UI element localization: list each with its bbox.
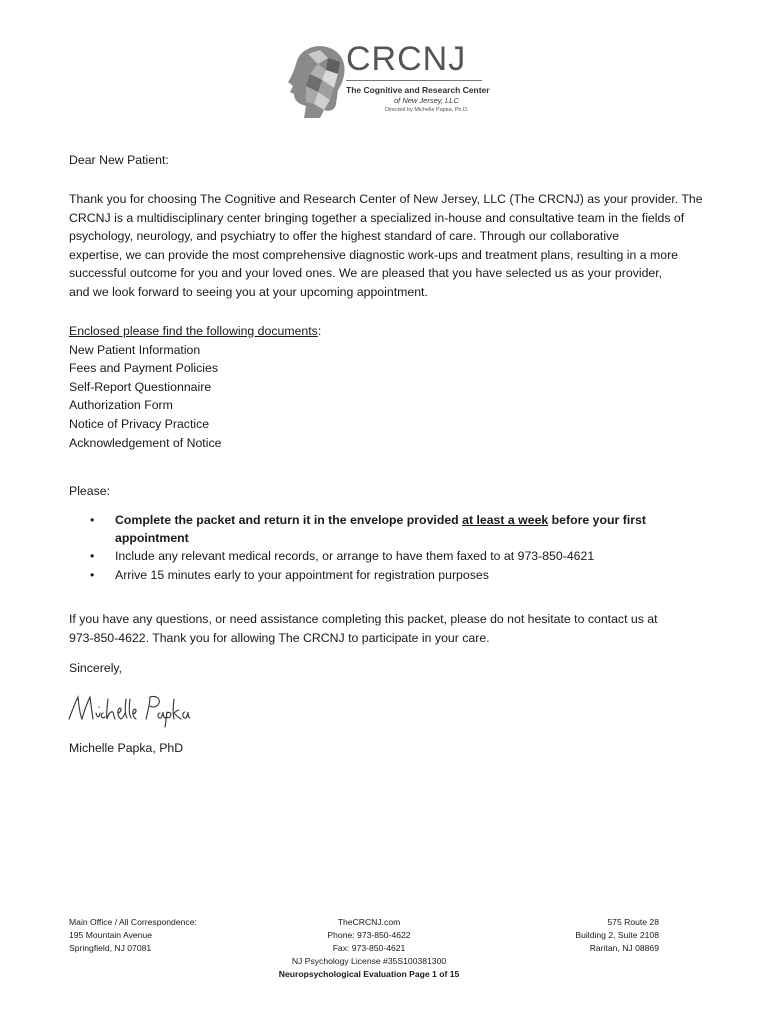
footer-line: 195 Mountain Avenue (69, 930, 152, 940)
logo-divider (346, 80, 482, 81)
logo-subtitle: The Cognitive and Research Center (346, 85, 490, 95)
document-item: Self-Report Questionnaire (69, 379, 212, 394)
intro-line: expertise, we can provide the most comprehensive diagnostic work-ups and treatment plans, resulting in a more (69, 247, 679, 262)
logo-directed-by: Directed by Michelle Papka, Ph.D. (385, 107, 469, 113)
instruction-emphasis: at least a week (462, 513, 549, 527)
bullet-icon: • (90, 567, 95, 582)
enclosed-heading-colon: : (317, 324, 322, 338)
document-item: New Patient Information (69, 342, 201, 357)
enclosed-heading-text: Enclosed please find the following documents (69, 324, 318, 338)
footer-line: Springfield, NJ 07081 (69, 943, 152, 953)
bullet-icon: • (90, 513, 95, 527)
logo-wordmark: CRCNJ (346, 40, 467, 78)
footer-license: NJ Psychology License #35S100381300 (291, 956, 447, 966)
footer-contact (244, 916, 494, 981)
footer-website: TheCRCNJ.com (337, 917, 401, 927)
document-item: Acknowledgement of Notice (69, 435, 222, 450)
footer-line: Main Office / All Correspondence: (69, 917, 197, 927)
salutation: Dear New Patient: (69, 153, 169, 167)
footer-line: 575 Route 28 (607, 917, 659, 927)
intro-line: psychology, neurology, and psychiatry to offer the highest standard of care. Through our collaborative (69, 229, 620, 244)
crcnj-logo (284, 40, 494, 122)
footer-line: Building 2, Suite 2108 (575, 930, 659, 940)
head-silhouette-icon (284, 44, 346, 120)
document-item: Notice of Privacy Practice (69, 416, 210, 431)
footer-line: Raritan, NJ 08869 (589, 943, 659, 953)
closing-paragraph (69, 610, 709, 647)
signer-name: Michelle Papka, PhD (69, 741, 184, 755)
instruction-text: Arrive 15 minutes early to your appointment for registration purposes (115, 567, 489, 582)
intro-paragraph (69, 190, 709, 302)
document-item: Fees and Payment Policies (69, 361, 219, 376)
instruction-text: Include any relevant medical records, or arrange to have them faxed to at 973-850-4621 (115, 549, 595, 564)
enclosed-heading (69, 322, 709, 341)
please-label: Please: (69, 484, 111, 498)
footer-second-office (575, 916, 659, 955)
intro-line: CRCNJ is a multidisciplinary center bringing together a specialized in-house and consultative team in the fields of (69, 210, 685, 225)
footer-fax: Fax: 973-850-4621 (332, 943, 406, 953)
sincerely: Sincerely, (69, 661, 123, 675)
closing-line: 973-850-4622. Thank you for allowing The CRCNJ to participate in your care. (69, 630, 490, 645)
instruction-text: Complete the packet and return it in the envelope provided at least a week before your first appointment (115, 513, 646, 546)
bullet-icon: • (90, 549, 95, 564)
instruction-item (90, 547, 670, 565)
closing-line: If you have any questions, or need assistance completing this packet, please do not hesitate to contact us at (69, 612, 658, 626)
footer-main-office (69, 916, 197, 955)
intro-line: and we look forward to seeing you at your upcoming appointment. (69, 284, 428, 299)
page-number: Neuropsychological Evaluation Page 1 of 15 (278, 969, 460, 979)
instruction-item (90, 566, 670, 584)
enclosed-documents (69, 322, 709, 452)
instructions-list (90, 511, 670, 584)
intro-line: Thank you for choosing The Cognitive and Research Center of New Jersey, LLC (The CRCNJ) as your provider. The (69, 192, 703, 206)
footer-phone: Phone: 973-850-4622 (327, 930, 411, 940)
document-item: Authorization Form (69, 398, 173, 413)
handwritten-signature (66, 689, 191, 729)
instruction-item (90, 511, 670, 547)
intro-line: successful outcome for you and your loved ones. We are pleased that you have selected us as your provider, (69, 266, 663, 281)
logo-subtitle-2: of New Jersey, LLC (394, 96, 459, 105)
